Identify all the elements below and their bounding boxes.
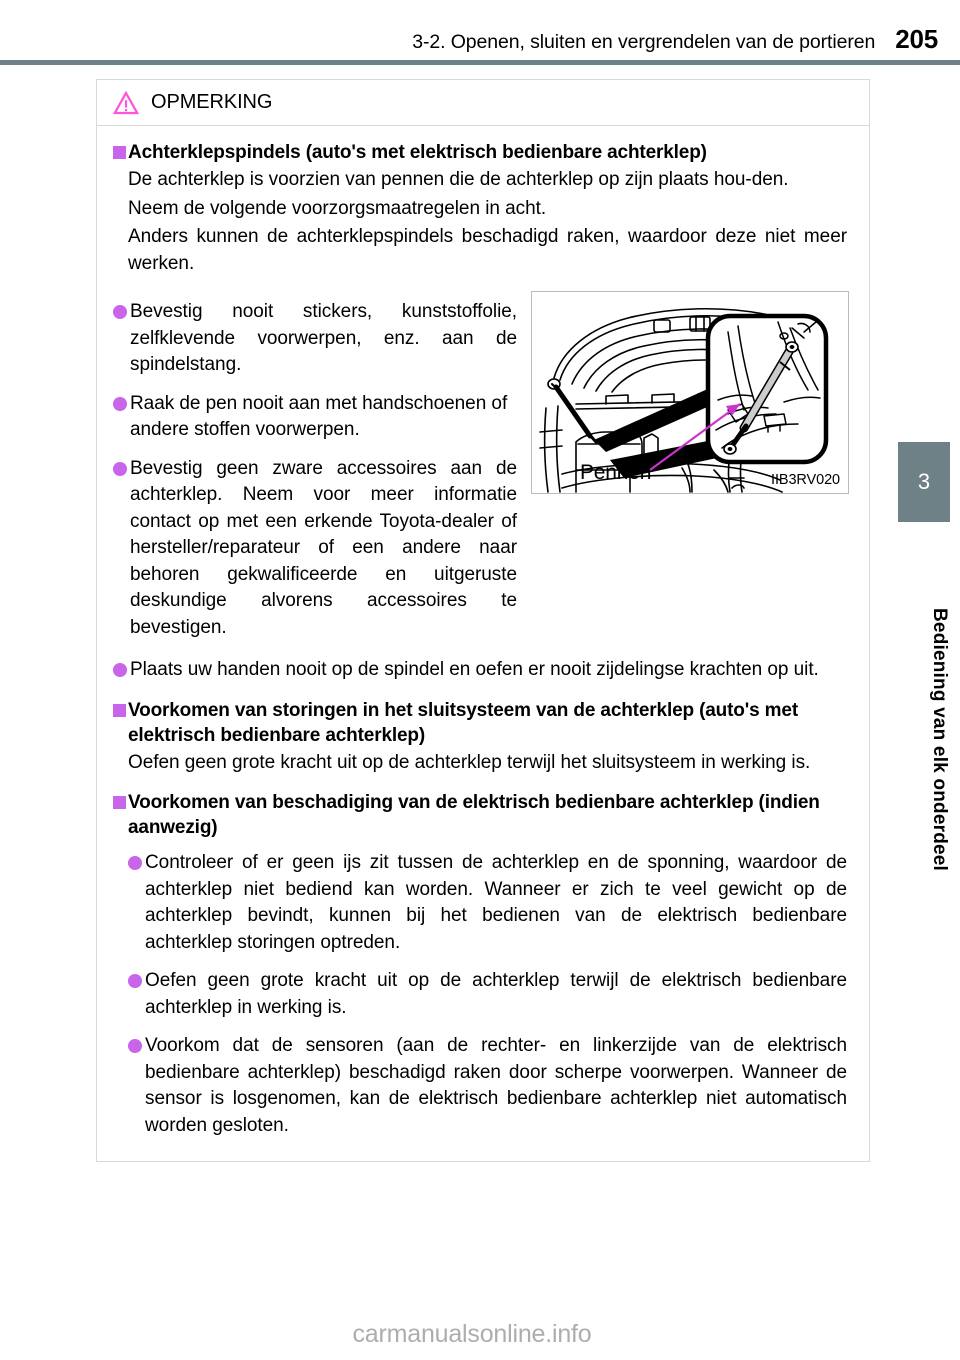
warning-triangle-icon bbox=[113, 91, 139, 115]
bullets-with-figure-row bbox=[113, 291, 847, 641]
figure-rear-hatch-struts bbox=[531, 291, 849, 494]
list-item-text: Bevestig geen zware accessoires aan de achterklep. Neem voor meer informatie contact op met een erkende Toyota-dealer of hersteller/reparateur of een andere naar behoren gekwalificeerde en uitgeruste deskundige alvorens accessoires te bevestigen. bbox=[130, 457, 517, 638]
chapter-label: Bediening van elk onderdeel bbox=[929, 608, 950, 872]
list-item-text: Voorkom dat de sensoren (aan de rechter- en linkerzijde van de elektrisch bedienbare achterklep) beschadigd raken door scherpe voorwerpen. Wanneer de sensor is losgenomen, kan de elektrisch bedienbare achterklep niet automatisch worden gesloten. bbox=[145, 1035, 847, 1136]
bullet-list bbox=[113, 657, 847, 684]
notice-heading: OPMERKING bbox=[151, 91, 273, 113]
header-divider bbox=[0, 60, 960, 65]
square-bullet-icon bbox=[113, 796, 126, 809]
square-bullet-icon bbox=[113, 704, 126, 717]
section-heading: Achterklepspindels (auto's met elektrisch bedienbare achterklep) bbox=[128, 142, 707, 163]
section-title: 3-2. Openen, sluiten en vergrendelen van de portieren bbox=[412, 31, 876, 53]
list-item-text: Oefen geen grote kracht uit op de achterklep terwijl de elektrisch bedienbare achterklep in werking is. bbox=[145, 970, 847, 1018]
notice-box bbox=[96, 79, 870, 1162]
section-heading-row bbox=[113, 140, 847, 165]
list-item bbox=[128, 850, 847, 956]
bullet-list bbox=[113, 299, 517, 641]
paragraph: Oefen geen grote kracht uit op de achterklep terwijl het sluitsysteem in werking is. bbox=[128, 751, 811, 773]
circle-bullet-icon bbox=[128, 1039, 142, 1053]
section-heading-row bbox=[113, 698, 847, 748]
chapter-number: 3 bbox=[917, 469, 931, 494]
list-item bbox=[113, 391, 517, 444]
circle-bullet-icon bbox=[113, 663, 127, 677]
page-header bbox=[0, 0, 960, 62]
list-item bbox=[128, 968, 847, 1021]
list-item bbox=[113, 299, 517, 379]
circle-bullet-icon bbox=[128, 974, 142, 988]
figure-caption: Pennen bbox=[580, 461, 652, 484]
paragraph: Anders kunnen de achterklepspindels beschadigd raken, waardoor deze niet meer werken. bbox=[128, 226, 847, 274]
paragraph: Neem de volgende voorzorgsmaatregelen in acht. bbox=[128, 197, 547, 219]
section-heading: Voorkomen van storingen in het sluitsysteem van de achterklep (auto's met elektrisch bedienbare achterklep) bbox=[128, 699, 799, 746]
list-item bbox=[113, 456, 517, 642]
circle-bullet-icon bbox=[113, 305, 127, 319]
list-item bbox=[128, 1033, 847, 1139]
square-bullet-icon bbox=[113, 146, 126, 159]
section-heading: Voorkomen van beschadiging van de elektrisch bedienbare achterklep (indien aanwezig) bbox=[128, 792, 820, 838]
list-item-text: Plaats uw handen nooit op de spindel en oefen er nooit zijdelingse krachten op uit. bbox=[130, 659, 819, 680]
section-heading-row bbox=[113, 790, 847, 840]
notice-header bbox=[97, 80, 869, 126]
figure-column bbox=[531, 291, 849, 494]
chapter-tab bbox=[898, 442, 950, 522]
circle-bullet-icon bbox=[113, 397, 127, 411]
list-item-text: Controleer of er geen ijs zit tussen de achterklep en de sponning, waardoor de achterklep niet bediend kan worden. Wanneer er zich te veel gewicht op de achterklep bevindt, kunnen bij het bedienen van de elektrisch bedienbare achterklep storingen optreden. bbox=[145, 852, 847, 953]
circle-bullet-icon bbox=[113, 462, 127, 476]
list-item-text: Raak de pen nooit aan met handschoenen of andere stoffen voorwerpen. bbox=[130, 392, 508, 440]
header-inner bbox=[412, 24, 938, 55]
paragraph: De achterklep is voorzien van pennen die de achterklep op zijn plaats hou-den. bbox=[128, 169, 789, 190]
notice-body bbox=[97, 126, 869, 1161]
site-watermark: carmanualsonline.info bbox=[352, 1320, 592, 1348]
bullet-column bbox=[113, 291, 517, 641]
circle-bullet-icon bbox=[128, 856, 142, 870]
bullet-list bbox=[128, 850, 847, 1139]
page-number: 205 bbox=[895, 24, 938, 54]
figure-code: IIB3RV020 bbox=[771, 472, 840, 488]
list-item-text: Bevestig nooit stickers, kunststoffolie, zelfklevende voorwerpen, enz. aan de spindelstang. bbox=[130, 301, 517, 375]
list-item bbox=[113, 657, 847, 684]
